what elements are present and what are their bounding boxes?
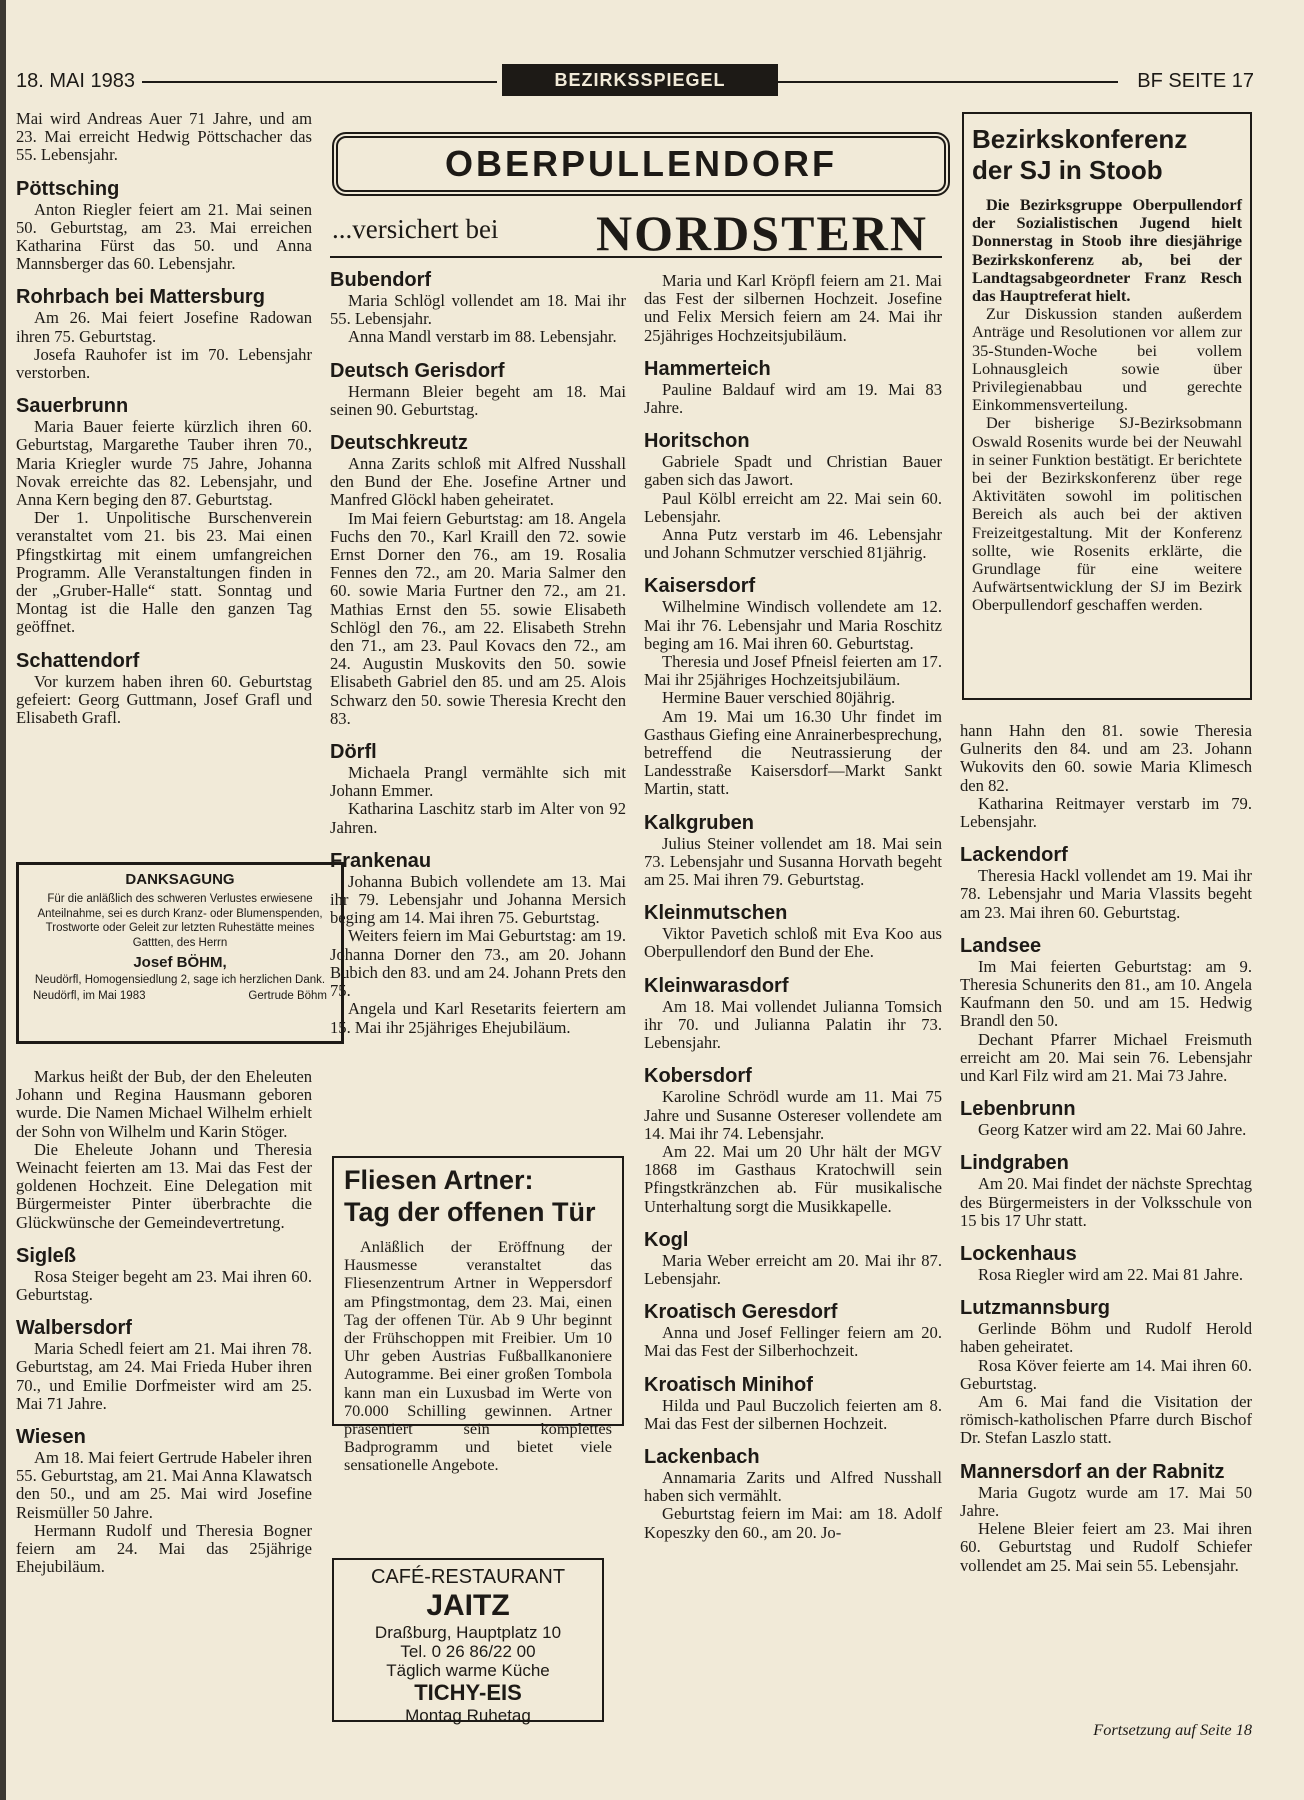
- article-text: Maria Schedl feiert am 21. Mai ihren 78. Geburtstag, am 24. Mai Frieda Huber ihren 70., und Emilie Dorfmeister wird am 25. Mai 71 Jahre.: [16, 1339, 312, 1413]
- heading-walbersdorf: Walbersdorf: [16, 1317, 132, 1340]
- notice-name: Josef BÖHM,: [133, 954, 227, 971]
- article-text: Michaela Prangl vermählte sich mit Johann Emmer.: [330, 763, 626, 801]
- nordstern-ad: [330, 200, 942, 261]
- page-number: BF SEITE 17: [1137, 70, 1254, 92]
- heading-frankenau: Frankenau: [330, 849, 432, 872]
- article-text: hann Hahn den 81. sowie Theresia Gulnerits den 84. und am 23. Johann Wukovits den 60. sowie Maria Klimesch den 82.: [960, 721, 1252, 795]
- article-text: Maria Bauer feierte kürzlich ihren 60. Geburtstag, Margarethe Tauber ihren 70., Maria Kriegler wurde 75 Jahre, Johanna Novak erreichte das 82. Lebensjahr, und Anna Kern beging den 87. Geburtstag.: [16, 417, 312, 510]
- heading-poettsching: Pöttsching: [16, 177, 120, 200]
- heading-lindgraben: Lindgraben: [960, 1152, 1069, 1175]
- article-text: Viktor Pavetich schloß mit Eva Koo aus Oberpullendorf den Bund der Ehe.: [644, 924, 942, 962]
- heading-lutzmannsburg: Lutzmannsburg: [960, 1297, 1110, 1320]
- section-title: BEZIRKSSPIEGEL: [502, 64, 778, 96]
- heading-sauerbrunn: Sauerbrunn: [16, 395, 129, 418]
- article-text: Am 19. Mai um 16.30 Uhr findet im Gasthaus Giefing eine Anrainerbesprechung, betreffend die Neutrassierung der Landesstraße Kaisersdorf—Markt Sankt Martin, statt.: [644, 706, 942, 799]
- article-text: Pauline Baldauf wird am 19. Mai 83 Jahre.: [644, 379, 942, 418]
- sj-paragraph: Der bisherige SJ-Bezirksobmann Oswald Rosenits wurde bei der Neuwahl in seiner Funktion bestätigt. Er berichtete bei der Bezirkskonferenz über rege Aktivitäten sowohl im politischen Bereich als auch bei der aktiven Freizeitgestaltung. Mit der Konferenz sollte, wie Rosenits erklärte, die Grundlage für eine weitere Aufwärtsentwicklung der SJ im Bezirk Oberpullendorf geschaffen werden.: [972, 413, 1242, 615]
- article-text: Am 26. Mai feiert Josefine Radowan ihren 75. Geburtstag.: [16, 308, 312, 346]
- heading-kroatisch-minihof: Kroatisch Minihof: [644, 1373, 813, 1396]
- heading-sigless: Sigleß: [16, 1244, 77, 1267]
- article-text: Helene Bleier feiert am 23. Mai ihren 60. Geburtstag und Rudolf Schiefer vollendet am 25. Mai sein 55. Lebensjahr.: [960, 1519, 1252, 1575]
- header-rule-right: [778, 81, 1118, 83]
- column-3: [644, 272, 942, 1542]
- heading-schattendorf: Schattendorf: [16, 649, 140, 672]
- sj-title-2: der SJ in Stoob: [972, 155, 1163, 185]
- cafe-address: Draßburg, Hauptplatz 10: [374, 1623, 562, 1642]
- article-text: Hilda und Paul Buczolich feierten am 8. Mai das Fest der silbernen Hochzeit.: [644, 1395, 942, 1433]
- nordstern-logo: NORDSTERN: [596, 205, 928, 261]
- article-text: Paul Kölbl erreicht am 22. Mai sein 60. Lebensjahr.: [644, 488, 942, 526]
- article-text: Karoline Schrödl wurde am 11. Mai 75 Jahre und Susanne Ostereser vollendete am 14. Mai ihr 74. Lebensjahr.: [644, 1087, 942, 1143]
- article-text: Rosa Köver feierte am 14. Mai ihren 60. Geburtstag.: [960, 1355, 1252, 1393]
- column-2: [330, 268, 626, 1037]
- heading-lackenbach: Lackenbach: [644, 1445, 760, 1468]
- heading-kaisersdorf: Kaisersdorf: [644, 575, 756, 598]
- header-rule-left: [142, 81, 497, 83]
- sj-conference-box: [962, 112, 1252, 700]
- heading-bubendorf: Bubendorf: [330, 269, 432, 291]
- article-text: Am 6. Mai fand die Visitation der römisch-katholischen Pfarre durch Bischof Dr. Stefan Laszlo statt.: [960, 1392, 1252, 1448]
- heading-hammerteich: Hammerteich: [644, 357, 771, 380]
- notice-body: Für die anläßlich des schweren Verlustes erwiesene Anteilnahme, sei es durch Kranz- oder Blumenspenden, Trostworte oder Geleit zur letzten Ruhestätte meines Gattten, des Herrn: [37, 893, 323, 949]
- article-text: Julius Steiner vollendet am 18. Mai sein 73. Lebensjahr und Susanna Horvath begeht am 25. Mai ihren 79. Geburtstag.: [644, 833, 942, 890]
- heading-kalkgruben: Kalkgruben: [644, 811, 755, 834]
- article-text: Anna Mandl verstarb im 88. Lebensjahr.: [348, 327, 617, 347]
- article-text: Am 22. Mai um 20 Uhr hält der MGV 1868 im Gasthaus Kratochwill sein Pfingstkränzchen ab. Für musikalische Unterhaltung sorgt die Musikkapelle.: [644, 1141, 942, 1216]
- article-text: Hermine Bauer verschied 80jährig.: [662, 688, 896, 708]
- heading-kleinwarasdorf: Kleinwarasdorf: [644, 974, 789, 997]
- notice-address: Neudörfl, Homogensiedlung 2, sage ich herzlichen Dank.: [34, 974, 326, 986]
- nordstern-tagline: ...versichert bei: [332, 214, 499, 244]
- fliesen-body: Anläßlich der Eröffnung der Hausmesse veranstaltet das Fliesenzentrum Artner in Weppersdorf am Pfingstmontag, dem 23. Mai, einen Tag der offenen Tür. Ab 9 Uhr beginnt der Frühschoppen mit Freibier. Um 10 Uhr geben Austrias Fußballkanoniere Autogramme. Bei einer großen Tombola kann man ein Luxusbad im Werte von 70.000 Schilling gewinnen. Artner präsentiert sein komplettes Badprogramm und bietet viele sensationelle Angebote.: [344, 1237, 612, 1475]
- article-text: Katharina Reitmayer verstarb im 79. Lebensjahr.: [960, 793, 1252, 832]
- fliesen-title-2: Tag der offenen Tür: [344, 1197, 596, 1227]
- article-text: Am 20. Mai findet der nächste Sprechtag des Bürgermeisters in der Volksschule von 15 bis 17 Uhr statt.: [960, 1174, 1252, 1230]
- article-text: Mai wird Andreas Auer 71 Jahre, und am 23. Mai erreicht Hedwig Pöttschacher das 55. Lebensjahr.: [16, 109, 312, 165]
- heading-mannersdorf: Mannersdorf an der Rabnitz: [960, 1460, 1225, 1483]
- article-text: Anna Putz verstarb im 46. Lebensjahr und Johann Schmutzer verschied 81jährig.: [644, 525, 942, 563]
- issue-date: 18. MAI 1983: [16, 70, 135, 92]
- article-text: Theresia Hackl vollendet am 19. Mai ihr 78. Lebensjahr und Maria Vlassits begeht am 23. Mai ihren 60. Geburtstag.: [960, 866, 1252, 922]
- article-text: Josefa Rauhofer ist im 70. Lebensjahr verstorben.: [16, 344, 312, 383]
- cafe-name: JAITZ: [426, 1589, 510, 1622]
- article-text: Wilhelmine Windisch vollendete am 12. Mai ihr 76. Lebensjahr und Maria Roschitz beging am 16. Mai ihren 60. Geburtstag.: [644, 597, 942, 653]
- article-text: Rosa Steiger begeht am 23. Mai ihren 60. Geburtstag.: [16, 1266, 312, 1305]
- article-text: Georg Katzer wird am 22. Mai 60 Jahre.: [978, 1120, 1247, 1140]
- heading-deutsch-gerisdorf: Deutsch Gerisdorf: [330, 359, 505, 382]
- article-text: Hermann Rudolf und Theresia Bogner feiern am 24. Mai das 25jährige Ehejubiläum.: [16, 1520, 312, 1577]
- article-text: Markus heißt der Bub, der den Eheleuten Johann und Regina Hausmann geboren wurde. Die Namen Michael Wilhelm erhielt der Sohn von Wilhelm und Karin Stöger.: [16, 1067, 312, 1141]
- article-text: Katharina Laschitz starb im Alter von 92 Jahren.: [330, 799, 626, 837]
- article-text: Anton Riegler feiert am 21. Mai seinen 50. Geburtstag, am 23. Mai erreichen Katharina Fürst das 50. und Anna Mannsberger das 60. Lebensjahr.: [16, 199, 312, 274]
- sj-lead: Die Bezirksgruppe Oberpullendorf der Sozialistischen Jugend hielt Donnerstag in Stoob ihre diesjährige Bezirkskonferenz ab, bei der Landtagsabgeordneter Franz Resch das Hauptreferat hielt.: [972, 195, 1242, 306]
- article-text: Anna und Josef Fellinger feiern am 20. Mai das Fest der Silberhochzeit.: [644, 1323, 942, 1361]
- article-text: Gabriele Spadt und Christian Bauer gaben sich das Jawort.: [644, 452, 942, 490]
- notice-signer: Gertrude Böhm: [248, 989, 327, 1002]
- article-text: Johanna Bubich vollendete am 13. Mai ihr 79. Lebensjahr und Johanna Mersich beging am 14. Mai ihren 75. Geburtstag.: [330, 871, 626, 928]
- heading-kobersdorf: Kobersdorf: [644, 1065, 752, 1088]
- continued-note: Fortsetzung auf Seite 18: [1093, 1720, 1252, 1739]
- page-edge: [0, 0, 6, 1800]
- article-text: Der 1. Unpolitische Burschenverein veranstaltet vom 21. bis 23. Mai einen Pfingstkirtag mit einem umfangreichen Programm. Alle Veranstaltungen finden in der „Gruber-Halle“ statt. Sonntag und Montag ist die Halle den ganzen Tag geöffnet.: [16, 508, 312, 637]
- cafe-phone: Tel. 0 26 86/22 00: [400, 1642, 536, 1661]
- heading-horitschon: Horitschon: [644, 430, 750, 453]
- heading-lockenhaus: Lockenhaus: [960, 1243, 1077, 1266]
- article-text: Gerlinde Böhm und Rudolf Herold haben geheiratet.: [960, 1319, 1252, 1357]
- article-text: Maria und Karl Kröpfl feiern am 21. Mai das Fest der silbernen Hochzeit. Josefine und Felix Mersich feiern am 24. Mai ihr 25jähriges Hochzeitsjubiläum.: [644, 271, 942, 345]
- article-text: Geburtstag feiern im Mai: am 18. Adolf Kopeszky den 60., am 20. Jo-: [644, 1504, 942, 1542]
- article-text: Rosa Riegler wird am 22. Mai 81 Jahre.: [978, 1265, 1243, 1285]
- article-text: Anna Zarits schloß mit Alfred Nusshall den Bund der Ehe. Josefine Artner und Manfred Glöckl haben geheiratet.: [330, 454, 626, 510]
- heading-deutschkreutz: Deutschkreutz: [330, 432, 468, 455]
- oberpullendorf-banner: OBERPULLENDORF: [332, 132, 950, 196]
- heading-kroatisch-geresdorf: Kroatisch Geresdorf: [644, 1301, 838, 1324]
- heading-kleinmutschen: Kleinmutschen: [644, 902, 788, 925]
- cafe-kitchen: Täglich warme Küche: [386, 1661, 550, 1680]
- heading-lebenbrunn: Lebenbrunn: [960, 1098, 1076, 1121]
- cafe-ice: TICHY-EIS: [414, 1680, 522, 1705]
- column-4: [960, 722, 1252, 1575]
- column-1-lower: [16, 1068, 312, 1576]
- page-header: [0, 60, 1304, 100]
- column-1: [16, 110, 312, 727]
- heading-wiesen: Wiesen: [16, 1426, 86, 1449]
- article-text: Im Mai feierten Geburtstag: am 9. Theresia Schunerits den 81., am 10. Angela Kaufmann den 50. und am 15. Hedwig Brandl den 50.: [960, 956, 1252, 1031]
- notice-title: DANKSAGUNG: [125, 871, 235, 888]
- article-text: Theresia und Josef Pfneisl feierten am 17. Mai ihr 25jähriges Hochzeitsjubiläum.: [644, 652, 942, 690]
- article-text: Angela und Karl Resetarits feiertern am 15. Mai ihr 25jähriges Ehejubiläum.: [330, 999, 626, 1037]
- article-text: Maria Schlögl vollendet am 18. Mai ihr 55. Lebensjahr.: [330, 291, 626, 329]
- heading-kogl: Kogl: [644, 1228, 689, 1251]
- article-text: Am 18. Mai feiert Gertrude Habeler ihren 55. Geburtstag, am 21. Mai Anna Klawatsch den 50., und am 25. Mai wird Josefine Reismüller 50 Jahre.: [16, 1448, 312, 1522]
- heading-landsee: Landsee: [960, 934, 1042, 957]
- sj-title-1: Bezirkskonferenz: [972, 124, 1188, 154]
- article-text: Im Mai feiern Geburtstag: am 18. Angela Fuchs den 70., Karl Kraill den 72. sowie Ernst Dorner den 76., am 19. Rosalia Fennes den 72., am 20. Maria Salmer den 60. sowie Maria Furtner den 72., am 21. Mathias Ernst den 55. sowie Elisabeth Schlögl den 76., am 22. Elisabeth Strehn den 71., am 23. Paul Kovacs den 72., am 24. Augustin Muskovits den 50. sowie Elisabeth Gabriel den 85. und am 25. Alois Schwarz den 50. sowie Theresia Krecht den 83.: [330, 508, 626, 728]
- fliesen-title-1: Fliesen Artner:: [344, 1165, 534, 1195]
- article-text: Maria Weber erreicht am 20. Mai ihr 87. Lebensjahr.: [644, 1250, 942, 1288]
- cafe-closed: Montag Ruhetag: [405, 1706, 531, 1725]
- cafe-jaitz-ad: [332, 1558, 604, 1725]
- sj-paragraph: Zur Diskussion standen außerdem Anträge und Resolutionen vor allem zur 35-Stunden-Woche bei vollem Lohnausgleich sowie über Privilegienabbau und gerechte Einkommensverteilung.: [972, 304, 1242, 415]
- article-text: Hermann Bleier begeht am 18. Mai seinen 90. Geburtstag.: [330, 381, 626, 419]
- article-text: Annamaria Zarits und Alfred Nusshall haben sich vermählt.: [644, 1467, 942, 1506]
- article-text: Vor kurzem haben ihren 60. Geburtstag gefeiert: Georg Guttmann, Josef Grafl und Elisabeth Grafl.: [16, 671, 312, 728]
- article-text: Weiters feiern im Mai Geburtstag: am 19. Johanna Dorner den 73., am 20. Johann Bubich den 83. und am 24. Johann Prets den 75.: [330, 926, 626, 1001]
- heading-lackendorf: Lackendorf: [960, 844, 1068, 867]
- article-text: Maria Gugotz wurde am 17. Mai 50 Jahre.: [960, 1482, 1252, 1520]
- danksagung-notice: [16, 862, 344, 1044]
- cafe-line-1: CAFÉ-RESTAURANT: [370, 1566, 566, 1588]
- article-text: Die Eheleute Johann und Theresia Weinacht feierten am 13. Mai das Fest der goldenen Hochzeit. Eine Delegation mit Bürgermeister Pinter überbrachte die Glückwünsche der Gemeindevertretung.: [16, 1139, 312, 1232]
- article-text: Dechant Pfarrer Michael Freismuth erreicht am 20. Mai sein 76. Lebensjahr und Karl Filz wird am 21. Mai 73 Jahre.: [960, 1029, 1252, 1086]
- heading-rohrbach: Rohrbach bei Mattersburg: [16, 286, 265, 309]
- heading-doerfl: Dörfl: [330, 741, 377, 764]
- fliesen-artner-box: [332, 1156, 624, 1475]
- notice-place: Neudörfl, im Mai 1983: [33, 989, 146, 1002]
- article-text: Am 18. Mai vollendet Julianna Tomsich ihr 70. und Julianna Palatin ihr 73. Lebensjahr.: [644, 996, 942, 1053]
